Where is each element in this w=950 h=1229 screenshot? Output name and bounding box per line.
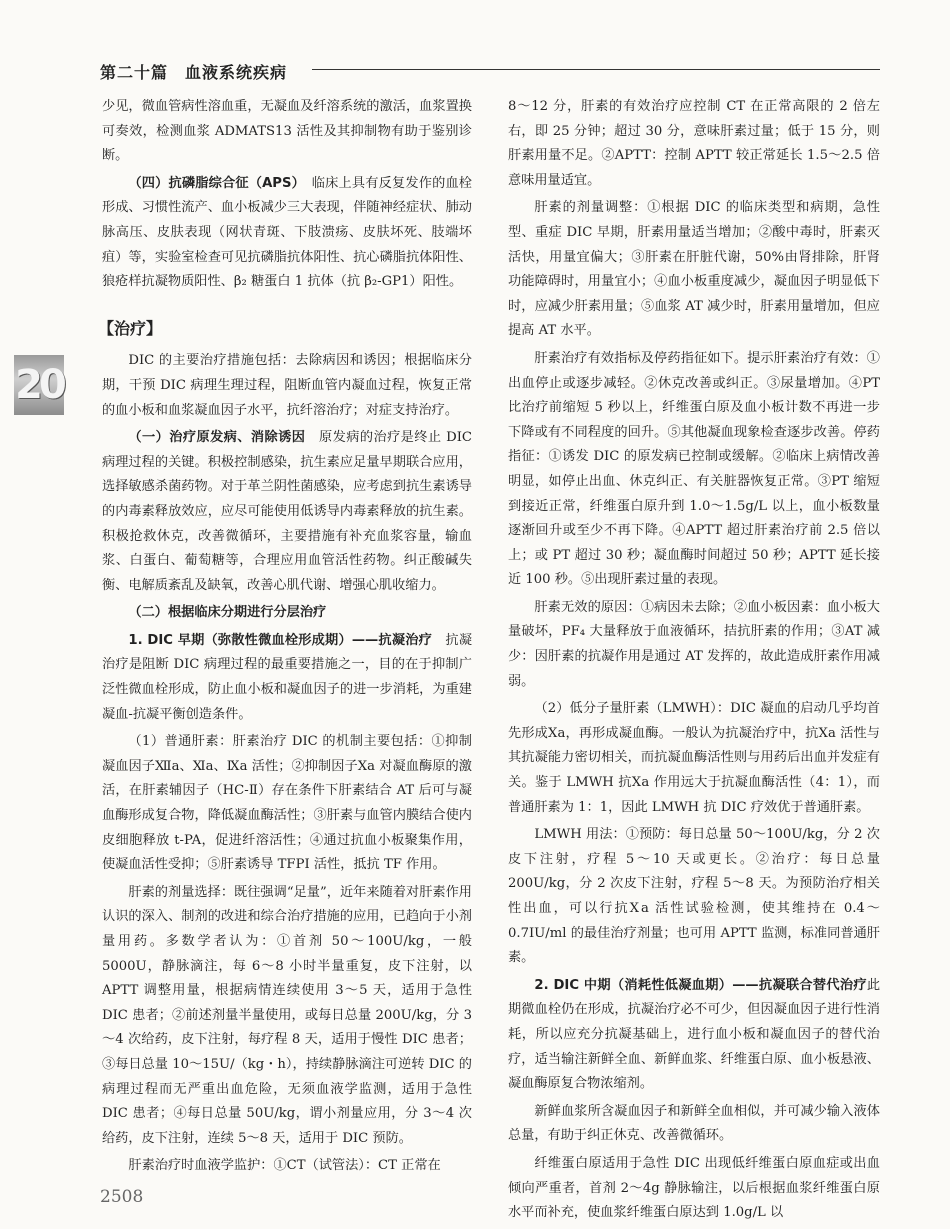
paragraph: 8～12 分，肝素的有效治疗应控制 CT 在正常高限的 2 倍左右，即 25 分钟；超过 30 分，意味肝素过量；低于 15 分，则肝素用量不足。②APTT：控制 APTT 较正常延长 1.5～2.5 倍意味用量适宜。 bbox=[508, 99, 880, 188]
paragraph: 纤维蛋白原适用于急性 DIC 出现低纤维蛋白原血症或出血倾向严重者，首剂 2～4g 静脉输注，以后根据血浆纤维蛋白原水平而补充，使血浆纤维蛋白原达到 1.0g/L 以 bbox=[508, 1155, 880, 1221]
paragraph: 肝素治疗有效指标及停药指征如下。提示肝素治疗有效：①出血停止或逐步减轻。②休克改善或纠正。③尿量增加。④PT 比治疗前缩短 5 秒以上，纤维蛋白原及血小板计数不再进一步下降或有不同程度的回升。⑤其他凝血现象检查逐步改善。停药指征：①诱发 DIC 的原发病已控制或缓解。②临床上病情改善明显，如停止出血、休克纠正、有关脏器恢复正常。③PT 缩短到接近正常，纤维蛋白原升到 1.0～1.5g/L 以上，血小板数量逐渐回升或至少不再下降。④APTT 超过肝素治疗前 2.5 倍以上；或 PT 超过 30 秒；凝血酶时间超过 50 秒；APTT 延长接近 100 秒。⑤出现肝素过量的表现。 bbox=[508, 350, 880, 588]
paragraph: 少见，微血管病性溶血重，无凝血及纤溶系统的激活，血浆置换可奏效，检测血浆 ADMATS13 活性及其抑制物有助于鉴别诊断。 bbox=[102, 99, 472, 164]
paragraph: 肝素的剂量选择：既往强调“足量”，近年来随着对肝素作用认识的深入、制剂的改进和综合治疗措施的应用，已趋向于小剂量用药。多数学者认为：①首剂 50～100U/kg，一般 5000U，静脉滴注，每 6～8 小时半量重复，皮下注射，以 APTT 调整用量，根据病情连续使用 3～5 天，适用于急性 DIC 患者；②前述剂量半量使用，或每日总量 200U/kg，分 3～4 次给药，皮下注射，每疗程 8 天，适用于慢性 DIC 患者；③每日总量 10～15U/（kg・h），持续静脉滴注可逆转 DIC 的病理过程而无严重出血危险，无须血液学监测，适用于急性 DIC 患者；④每日总量 50U/kg，谓小剂量应用，分 3～4 次给药，皮下注射，连续 5～8 天，适用于 DIC 预防。 bbox=[102, 884, 472, 1146]
paragraph: DIC 的主要治疗措施包括：去除病因和诱因；根据临床分期，干预 DIC 病理生理过程，阻断血管内凝血过程，恢复正常的血小板和血浆凝血因子水平，抗纤溶治疗；对症支持治疗。 bbox=[102, 353, 472, 418]
paragraph: （一）治疗原发病、消除诱因 原发病的治疗是终止 DIC 病理过程的关键。积极控制感染，抗生素应足量早期联合应用，选择敏感杀菌药物。对于革兰阴性菌感染，应考虑到抗生素诱导的内毒素释放效应，应尽可能使用低诱导内毒素释放的抗生素。积极抢救休克，改善微循环，主要措施有补充血浆容量，输血浆、白蛋白、葡萄糖等，合理应用血管活性药物。纠正酸碱失衡、电解质紊乱及缺氧，改善心肌代谢、增强心肌收缩力。 bbox=[102, 430, 473, 593]
paragraph: 2. DIC 中期（消耗性低凝血期）——抗凝联合替代治疗此期微血栓仍在形成，抗凝治疗必不可少，但因凝血因子进行性消耗，所以应充分抗凝基础上，进行血小板和凝血因子的替代治疗，适当输注新鲜全血、新鲜血浆、纤维蛋白原、血小板悬液、凝血酶原复合物浓缩剂。 bbox=[508, 977, 880, 1092]
paragraph: （2）低分子量肝素（LMWH）：DIC 凝血的启动几乎均首先形成Ⅹa，再形成凝血酶。一般认为抗凝治疗中，抗Ⅹa 活性与其抗凝能力密切相关，而抗凝血酶活性则与用药后出血并发症有关。鉴于 LMWH 抗Ⅹa 作用远大于抗凝血酶活性（4：1），而普通肝素为 1：1，因此 LMWH 抗 DIC 疗效优于普通肝素。 bbox=[508, 701, 880, 815]
chapter-number-tab: 20 bbox=[14, 355, 64, 415]
paragraph: 肝素的剂量调整：①根据 DIC 的临床类型和病期，急性型、重症 DIC 早期，肝素用量适当增加；②酸中毒时，肝素灭活快，用量宜偏大；③肝素在肝脏代谢，50%由肾排除，肝肾功能障碍时，用量宜小；④血小板重度减少，凝血因子明显低下时，应减少肝素用量；⑤血浆 AT 减少时，肝素用量增加，但应提高 AT 水平。 bbox=[508, 200, 880, 339]
paragraph: 肝素无效的原因：①病因未去除；②血小板因素：血小板大量破坏，PF₄ 大量释放于血液循环，拮抗肝素的作用；③AT 减少：因肝素的抗凝作用是通过 AT 发挥的，故此造成肝素作用减弱。 bbox=[508, 599, 880, 689]
paragraph: （四）抗磷脂综合征（APS） 临床上具有反复发作的血栓形成、习惯性流产、血小板减少三大表现，伴随神经症状、肺动脉高压、皮肤表现（网状青斑、下肢溃疡、皮肤坏死、肢端坏疽）等，实验室检查可见抗磷脂抗体阳性、抗心磷脂抗体阳性、狼疮样抗凝物质阳性、β₂ 糖蛋白 1 抗体（抗 β₂-GP1）阳性。 bbox=[102, 175, 472, 290]
stage-heading: 2. DIC 中期（消耗性低凝血期）——抗凝联合替代治疗 bbox=[534, 977, 867, 993]
subsection-heading: （二）根据临床分期进行分层治疗 bbox=[128, 605, 327, 621]
left-column bbox=[98, 95, 473, 1182]
paragraph: LMWH 用法：①预防：每日总量 50～100U/kg，分 2 次皮下注射，疗程 5～10 天或更长。②治疗：每日总量 200U/kg，分 2 次皮下注射，疗程 5～8 天。为预防治疗相关性出血，可以行抗Ⅹa 活性试验检测，使其维持在 0.4～0.7IU/ml 的最佳治疗剂量；也可用 APTT 监测，标准同普通肝素。 bbox=[508, 827, 880, 966]
subsection-heading: （四）抗磷脂综合征（APS） bbox=[128, 175, 299, 191]
stage-heading: 1. DIC 早期（弥散性微血栓形成期）——抗凝治疗 bbox=[128, 632, 433, 648]
subsection-heading: （一）治疗原发病、消除诱因 bbox=[128, 430, 306, 446]
section-heading-treatment: 【治疗】 bbox=[98, 318, 163, 338]
header-rule bbox=[312, 69, 880, 70]
page-header bbox=[100, 60, 880, 80]
page-number: 2508 bbox=[100, 1187, 144, 1207]
right-column bbox=[508, 95, 880, 1229]
paragraph: 新鲜血浆所含凝血因子和新鲜全血相似，并可减少输入液体总量，有助于纠正休克、改善微循环。 bbox=[508, 1103, 880, 1144]
paragraph: 1. DIC 早期（弥散性微血栓形成期）——抗凝治疗 抗凝治疗是阻断 DIC 病理过程的最重要措施之一，目的在于抑制广泛性微血栓形成，防止血小板和凝血因子的进一步消耗，为重建凝血-抗凝平衡创造条件。 bbox=[102, 632, 473, 722]
running-header-title: 第二十篇 血液系统疾病 bbox=[100, 63, 288, 82]
paragraph: （1）普通肝素：肝素治疗 DIC 的机制主要包括：①抑制凝血因子Ⅻa、Ⅺa、Ⅸa 活性；②抑制因子Ⅹa 对凝血酶原的激活，在肝素辅因子（HC-Ⅱ）存在条件下肝素结合 AT 后可与凝血酶形成复合物，降低凝血酶活性；③肝素与血管内膜结合使内皮细胞释放 t-PA，促进纤溶活性；④通过抗血小板聚集作用，使凝血活性受抑；⑤肝素诱导 TFPI 活性，抵抗 TF 作用。 bbox=[102, 734, 472, 873]
paragraph: 肝素治疗时血液学监护：①CT（试管法）：CT 正常在 bbox=[128, 1158, 441, 1174]
